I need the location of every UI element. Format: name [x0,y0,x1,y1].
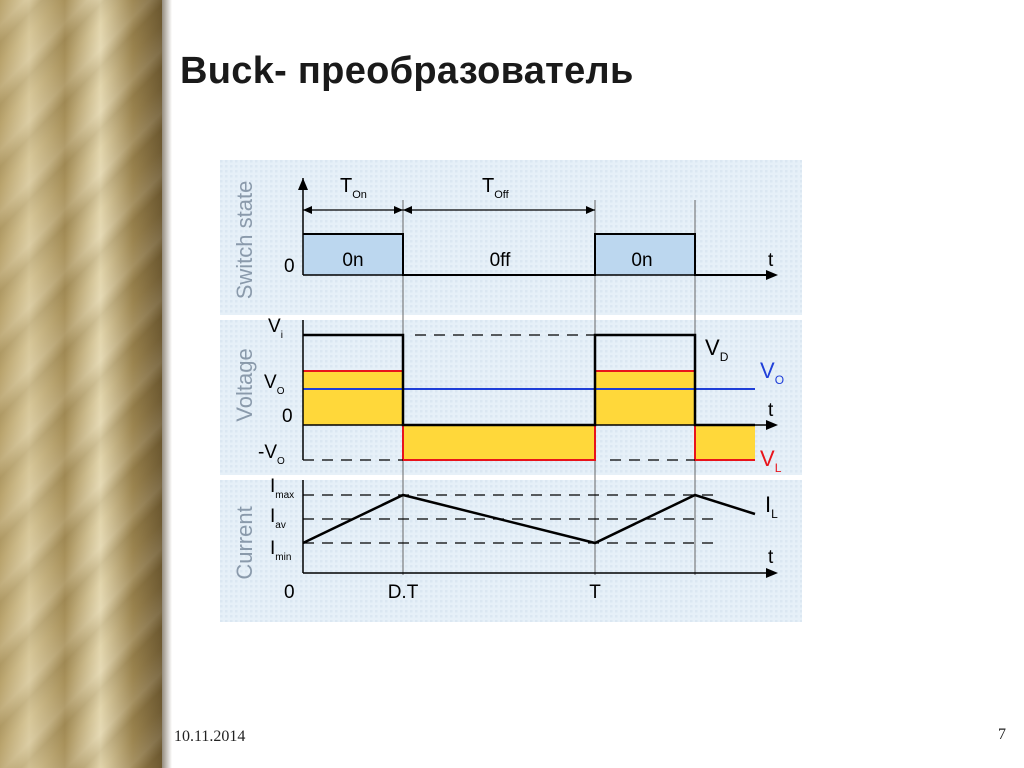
switch-on-text-1: 0n [342,250,364,271]
vd-label: $V_D$ [705,335,729,364]
voltage-zero-label: 0 [282,406,293,427]
voltage-label: Voltage [232,348,257,422]
page-number: 7 [998,726,1006,743]
vo-label: $V_O$ [264,372,285,397]
vl-negative-fill-2 [695,425,755,460]
vl-negative-fill [403,425,595,460]
buck-converter-diagram [220,160,805,625]
waveform-svg [220,160,805,625]
t-off-label: $T_{Off}$ [482,175,509,201]
switch-t-label: t [768,250,774,271]
current-label: Current [232,506,257,580]
current-zero-label: 0 [284,582,295,603]
iav-label: $I_{av}$ [270,506,286,531]
imax-label: $I_{max}$ [270,476,295,501]
dt-label: D.T [387,582,419,603]
period-t-label: T [589,582,601,603]
voltage-t-label: t [768,400,774,421]
il-label: $I_L$ [765,492,778,521]
switch-zero-label: 0 [284,256,295,277]
switch-on-text-2: 0n [631,250,653,271]
vi-label: $V_i$ [268,316,283,341]
side-bar-shadow [162,0,172,768]
neg-vo-label: $-V_O$ [258,442,285,467]
slide-date: 10.11.2014 [174,728,246,745]
t-on-label: $T_{On}$ [340,175,367,201]
decorative-side-bar [0,0,162,768]
imin-label: $I_{min}$ [270,538,292,563]
switch-off-text: 0ff [489,250,511,271]
current-t-label: t [768,547,774,568]
vo-right-label: $V_O$ [760,358,785,387]
vl-positive-fill-2 [595,371,695,425]
slide-title: Buck- преобразователь [180,50,634,92]
vl-label: $V_L$ [760,446,782,475]
vl-positive-fill-1 [303,371,403,425]
switch-state-label: Switch state [232,180,257,300]
